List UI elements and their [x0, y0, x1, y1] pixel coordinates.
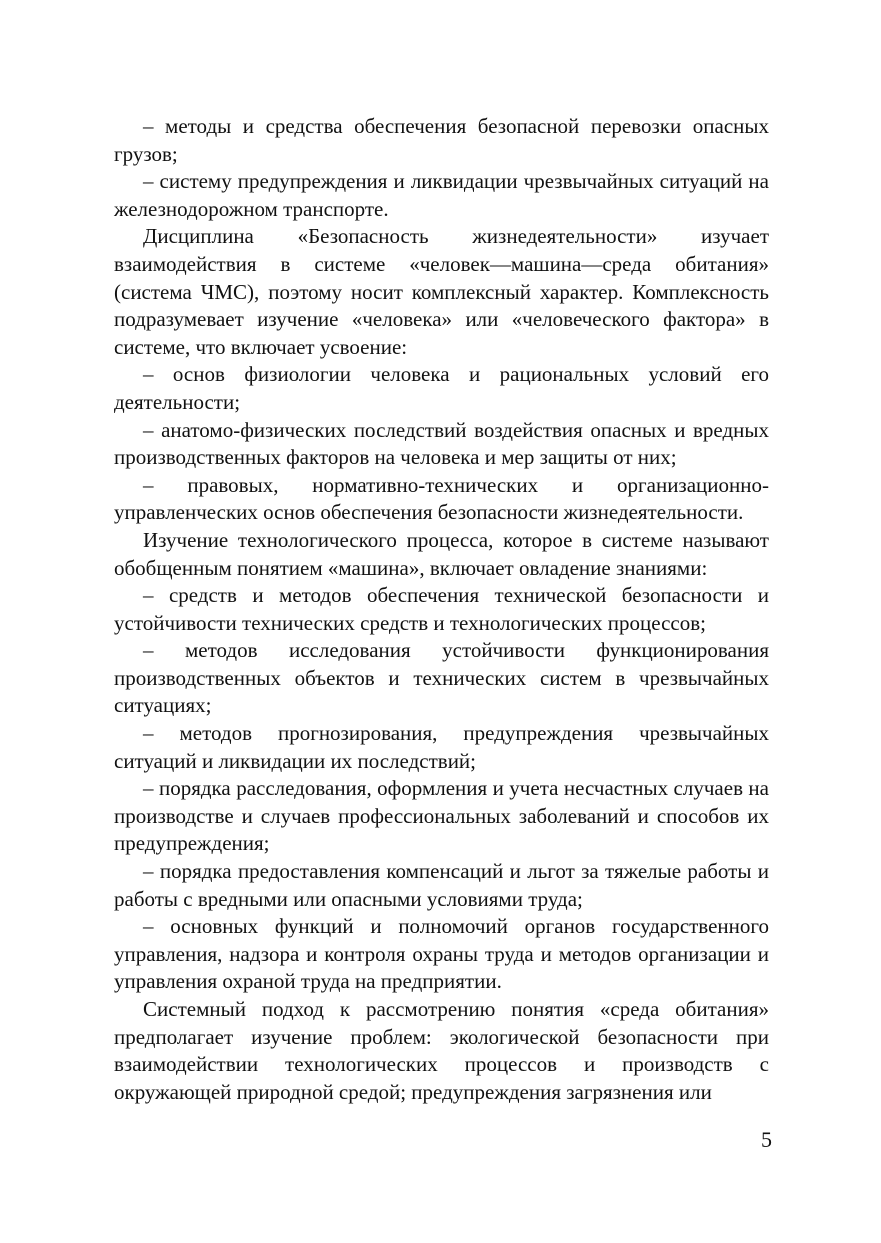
body-text: [114, 113, 769, 1106]
paragraph: – методов исследования устойчивости функционирования производственных объектов и технических систем в чрезвычайных ситуациях;: [114, 638, 769, 718]
paragraph: – правовых, нормативно-технических и организационно-управленческих основ обеспечения безопасности жизнедеятельности.: [114, 472, 769, 525]
paragraph: Дисциплина «Безопасность жизнедеятельности» изучает взаимодействия в системе «человек—машина—среда обитания» (система ЧМС), поэтому носит комплексный характер. Комплексность подразумевает изучение «человека» или «человеческого фактора» в системе, что включает усвоение:: [114, 224, 769, 359]
paragraph: – методов прогнозирования, предупреждения чрезвычайных ситуаций и ликвидации их последствий;: [114, 721, 769, 773]
paragraph: – методы и средства обеспечения безопасной перевозки опасных грузов;: [114, 114, 769, 166]
paragraph: – основ физиологии человека и рациональных условий его деятельности;: [114, 362, 769, 414]
paragraph: – анатомо-физических последствий воздействия опасных и вредных производственных факторов на человека и мер защиты от них;: [114, 417, 769, 470]
paragraph: – основных функций и полномочий органов государственного управления, надзора и контроля охраны труда и методов организации и управления охраной труда на предприятии.: [114, 914, 769, 994]
paragraph: – систему предупреждения и ликвидации чрезвычайных ситуаций на железнодорожном транспорте.: [114, 169, 769, 221]
page-number: 5: [761, 1127, 772, 1152]
paragraph: – порядка предоставления компенсаций и льгот за тяжелые работы и работы с вредными или опасными условиями труда;: [114, 859, 769, 911]
paragraph: Системный подход к рассмотрению понятия «среда обитания» предполагает изучение проблем: экологической безопасности при взаимодействии технологических процессов и производств с окружающей природной средой; предупреждения загрязнения или: [114, 997, 769, 1104]
paragraph: – средств и методов обеспечения технической безопасности и устойчивости технических средств и технологических процессов;: [114, 583, 769, 635]
paragraph: – порядка расследования, оформления и учета несчастных случаев на производстве и случаев профессиональных заболеваний и способов их предупреждения;: [114, 776, 769, 856]
paragraph: Изучение технологического процесса, которое в системе называют обобщенным понятием «машина», включает овладение знаниями:: [114, 527, 769, 580]
